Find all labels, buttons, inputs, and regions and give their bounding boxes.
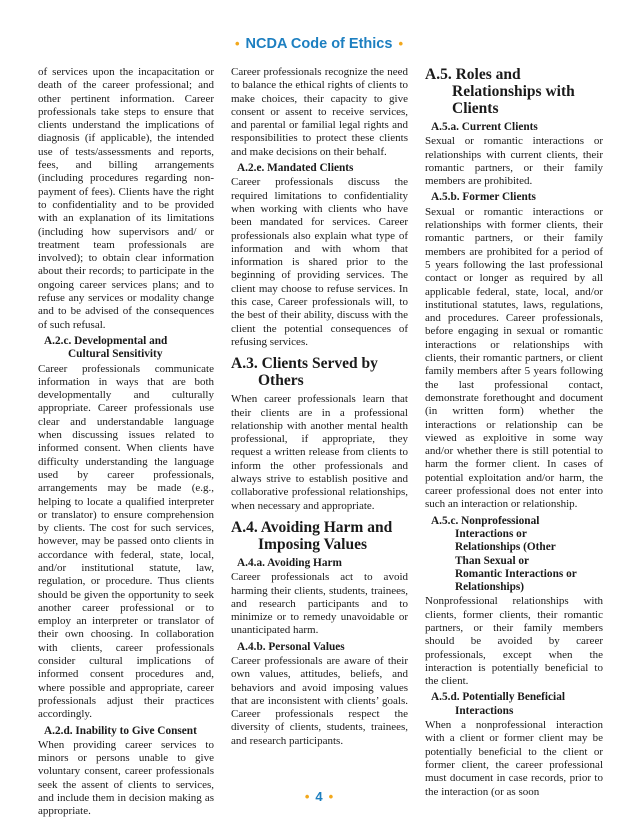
heading-a2e: A.2.e. Mandated Clients xyxy=(237,162,354,175)
heading-line: Romantic Interactions or xyxy=(455,567,577,580)
heading-line: A.3. Clients Served by xyxy=(231,355,378,373)
page-header xyxy=(0,36,638,52)
section-heading-a4 xyxy=(231,519,408,553)
footer-dot-right: • xyxy=(328,789,334,804)
header-dot-left: • xyxy=(234,36,240,51)
heading-line: Than Sexual or xyxy=(455,554,530,567)
heading-a5d xyxy=(425,691,603,718)
paragraph: When career professionals learn that their clients are in a professional relationship with another mental health professional, if appropriate, they request a written release from clients to inform the other professionals and always strive to establish positive and collaborative professional relationships, when necessary and appropriate. xyxy=(231,393,408,512)
header-dot-right: • xyxy=(398,36,403,51)
heading-line: A.4. Avoiding Harm and xyxy=(231,518,393,536)
footer-dot-left: • xyxy=(304,789,310,804)
paragraph: Sexual or romantic interactions or relationships with former clients, their romantic partners, or their family members are prohibited for a period of 5 years following the last professional contact or longer as required by all applicable federal, state, local, and/or institutional statutes, laws, regulations, and procedures. Career professionals, before engaging in sexual or romantic interactions or relationships with clients, their romantic partners, or client family members after 5 years following the last professional contact, demonstrate forethought and document (in written form) whether the interactions or relationship can be viewed as exploitive in some way and/or whether there is still potential to harm the former client. In cases of potential exploitation and/or harm, the career professional does not enter into such an interaction or relationship. xyxy=(425,205,603,511)
paragraph: Career professionals are aware of their own values, attitudes, beliefs, and behaviors and avoid imposing values that are inconsistent with clients’ goals. Career professionals respect the diversity of clients, students, trainees, and research participants. xyxy=(231,654,408,747)
heading-line: A.5. Roles and xyxy=(425,66,521,83)
column-middle xyxy=(231,66,408,748)
page-footer xyxy=(0,789,638,804)
paragraph: Career professionals communicate information in ways that are both developmentally and culturally appropriate. Career professionals use clear and understandable language when discussing issues related to informed consent. When clients have difficulty understanding the language used by career professionals, arrangements may be made (e.g., helping to locate a qualified interpreter or translator) to ensure comprehension by clients. The cost for such services, however, may be passed onto clients in accordance with federal, state, local, and/or institutional statute, law, regulation, or procedure. Thus clients should be given the opportunity to seek another career professional or to employ an interpreter or translator of their own choosing. In collaboration with clients, career professionals consider cultural implications of informed consent procedures and, where possible and appropriate, career professionals adjust their practices accordingly. xyxy=(38,362,214,721)
heading-a2d: A.2.d. Inability to Give Consent xyxy=(44,724,197,737)
heading-line: Cultural Sensitivity xyxy=(68,348,163,361)
heading-line: Relationships) xyxy=(455,581,525,594)
heading-line: Imposing Values xyxy=(258,535,367,553)
paragraph: Career professionals act to avoid harming their clients, students, trainees, and research participants and to minimize or to remedy unavoidable or unanticipated harm. xyxy=(231,571,408,637)
heading-line: Interactions xyxy=(455,704,514,717)
heading-line: A.5.d. Potentially Beneficial xyxy=(431,691,565,704)
header-title: NCDA Code of Ethics xyxy=(245,36,393,52)
heading-line: A.2.c. Developmental and xyxy=(44,334,168,347)
paragraph: Nonprofessional relationships with clients, former clients, their romantic partners, or their family members should be avoided by career professionals, except when the interaction is potentially beneficial to the client. xyxy=(425,595,603,688)
paragraph: Career professionals recognize the need to balance the ethical rights of clients to make choices, their capacity to give consent or assent to receive services, and parental or familial legal rights and responsibilities to protect these clients and make decisions on their behalf. xyxy=(231,66,408,158)
paragraph: Sexual or romantic interactions or relationships with current clients, their romantic partners, or their family members are prohibited. xyxy=(425,135,603,188)
heading-a4a: A.4.a. Avoiding Harm xyxy=(237,556,342,569)
column-left xyxy=(38,66,214,819)
paragraph: When a nonprofessional interaction with a client or former client may be potentially beneficial to the client or former client, the career professional must document in case records, prior to the interaction (or as soon xyxy=(425,719,603,798)
heading-a5c xyxy=(425,515,603,595)
paragraph: of services upon the incapacitation or death of the career professional; and other pertinent information. Career professionals take steps to ensure that clients understand the implications of diagnosis (if applicable), the intended use of tests/assessments and reports, fees, and billing arrangements (including procedures regarding non-payment of fees). Clients have the right to confidentiality and to be provided with an explanation of its limitations (including how supervisors and/ or treatment team professionals are involved); to obtain clear information about their records; to participate in the ongoing career services plans; and to refuse any services or modality change and to be advised of the consequences of such refusal. xyxy=(38,66,214,331)
heading-a5a: A.5.a. Current Clients xyxy=(431,121,538,133)
paragraph: Career professionals discuss the required limitations to confidentiality when working with clients who have been mandated for services. Career professionals also explain what type of information and with whom that information is shared prior to the beginning of providing services. The client may choose to refuse services. In this case, Career professionals will, to the best of their ability, discuss with the client the potential consequences of refusing services. xyxy=(231,176,408,348)
section-heading-a5 xyxy=(425,66,603,117)
heading-line: Others xyxy=(258,372,304,390)
heading-a4b: A.4.b. Personal Values xyxy=(237,640,345,653)
page-number: 4 xyxy=(315,789,323,804)
column-right xyxy=(425,66,603,799)
heading-a2c xyxy=(38,335,214,362)
heading-line: A.5.c. Nonprofessional xyxy=(431,514,540,527)
section-heading-a3 xyxy=(231,355,408,389)
heading-line: Relationships (Other xyxy=(455,541,556,554)
heading-line: Clients xyxy=(452,100,499,117)
paragraph: When providing career services to minors or persons unable to give voluntary consent, career professionals seek the assent of clients to services, and include them in decision making as appropriate. xyxy=(38,738,214,818)
heading-a5b: A.5.b. Former Clients xyxy=(431,191,536,204)
heading-line: Interactions or xyxy=(455,527,527,540)
heading-line: Relationships with xyxy=(452,83,575,100)
